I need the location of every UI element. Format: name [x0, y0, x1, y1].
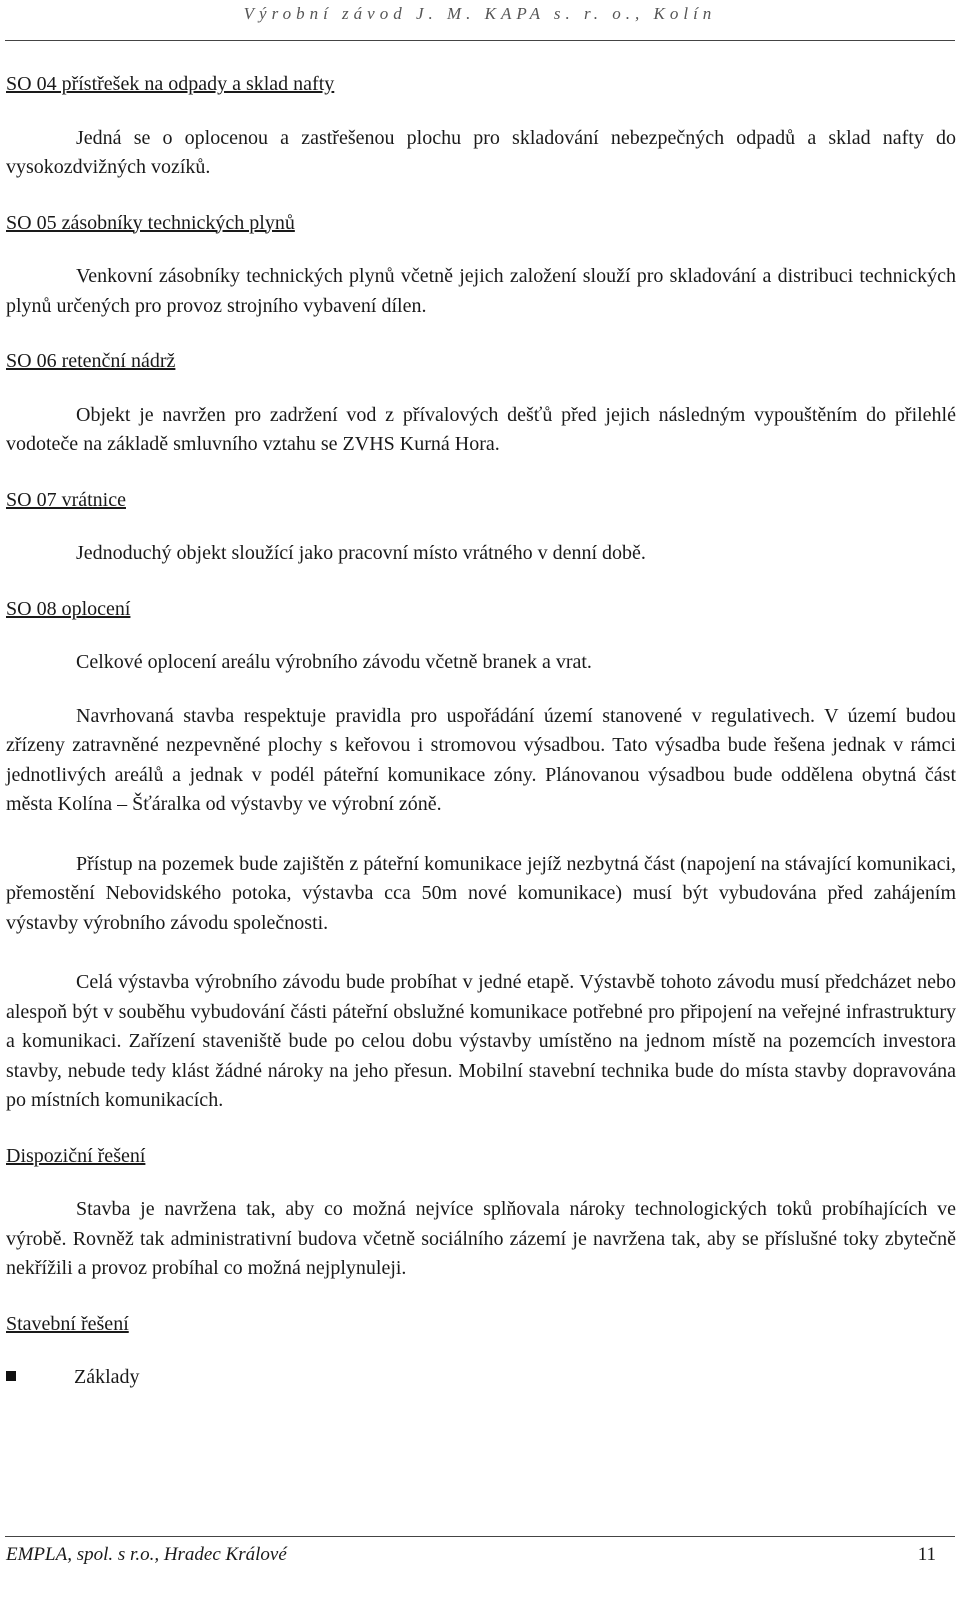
heading-so06: SO 06 retenční nádrž	[6, 350, 176, 372]
footer-company: EMPLA, spol. s r.o., Hradec Králové	[6, 1544, 287, 1565]
paragraph-so04: Jedná se o oplocenou a zastřešenou plochu pro skladování nebezpečných odpadů a sklad nafty do vysokozdvižných vozíků.	[6, 126, 956, 178]
paragraph-so07: Jednoduchý objekt sloužící jako pracovní místo vrátného v denní době.	[76, 542, 646, 564]
bullet-item-zaklady	[6, 1363, 956, 1393]
bullet-label: Základy	[74, 1366, 140, 1388]
page-number: 11	[917, 1544, 936, 1565]
header-rule	[5, 40, 955, 41]
paragraph-pristup: Přístup na pozemek bude zajištěn z páteřní komunikace jejíž nezbytná část (napojení na stávající komunikaci, přemostění Nebovidského potoka, výstavba cca 50m nové komunikace) musí být vybudována před zahájením výstavby výrobního závodu společnosti.	[6, 852, 956, 934]
paragraph-vystavba: Celá výstavba výrobního závodu bude probíhat v jedné etapě. Výstavbě tohoto závodu musí předcházet nebo alespoň být v souběhu vybudování části páteřní obslužné komunikace potřebné pro připojení na veřejné infrastruktury a komunikaci. Zařízení staveniště bude po celou dobu výstavby umístěno na jednom místě na pozemcích investora stavby, nebude tedy klást žádné nároky na jeho přesun. Mobilní stavební technika bude do místa stavby dopravována po místních komunikacích.	[6, 971, 956, 1111]
paragraph-regulativy: Navrhovaná stavba respektuje pravidla pro uspořádání území stanovené v regulativech. V území budou zřízeny zatravněné nezpevněné plochy s keřovou i stromovou výsadbou. Tato výsadba bude řešena jednak v rámci jednotlivých areálů a jednak v podél páteřní komunikace zóny. Plánovanou výsadbou bude oddělena obytná část města Kolína – Šťáralka od výstavby ve výrobní zóně.	[6, 704, 956, 815]
page-header: Výrobní závod J. M. KAPA s. r. o., Kolín	[243, 4, 717, 23]
paragraph-so08: Celkové oplocení areálu výrobního závodu včetně branek a vrat.	[76, 651, 592, 673]
heading-dispozicni: Dispoziční řešení	[6, 1144, 146, 1167]
square-bullet-icon	[6, 1371, 16, 1381]
heading-so05: SO 05 zásobníky technických plynů	[6, 211, 295, 234]
paragraph-so05: Venkovní zásobníky technických plynů včetně jejich založení slouží pro skladování a distribuci technických plynů určených pro provoz strojního vybavení dílen.	[6, 265, 956, 317]
paragraph-so06: Objekt je navržen pro zadržení vod z přívalových dešťů před jejich následným vypouštěním do přilehlé vodoteče na základě smluvního vztahu se ZVHS Kurná Hora.	[6, 403, 956, 455]
heading-so04: SO 04 přístřešek na odpady a sklad nafty	[6, 73, 335, 95]
document-body	[6, 70, 956, 1393]
heading-so08: SO 08 oplocení	[6, 597, 131, 620]
footer-rule	[5, 1536, 955, 1537]
heading-so07: SO 07 vrátnice	[6, 488, 126, 511]
paragraph-dispozicni: Stavba je navržena tak, aby co možná nejvíce splňovala nároky technologických toků probíhajících ve výrobě. Rovněž tak administrativní budova včetně sociálního zázemí je navržena tak, aby se příslušné toky zbytečně nekřížili a provoz probíhal co možná nejplynuleji.	[6, 1198, 956, 1279]
heading-stavebni: Stavební řešení	[6, 1312, 129, 1335]
